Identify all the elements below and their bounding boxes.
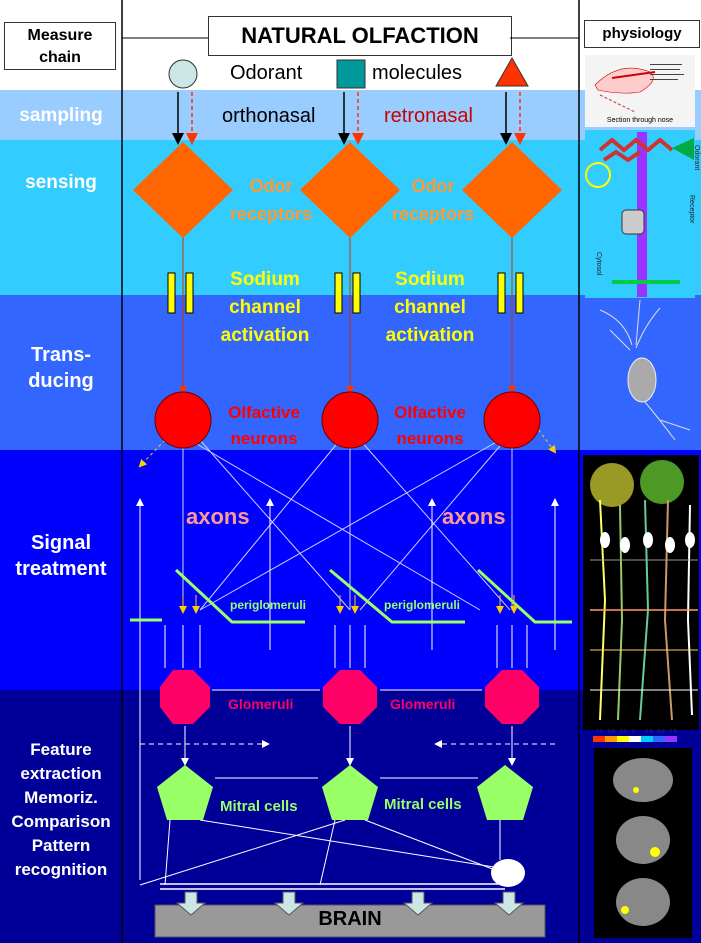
glomeruli-mitral-arrows [185, 726, 512, 764]
odorant-text: Odorant [693, 145, 700, 171]
odor-receptors-label: Odor receptors [229, 176, 313, 224]
sodium-channel-label: Sodium channel activation [220, 269, 310, 346]
svg-text:5.0: 5.0 [608, 729, 615, 735]
olfactive-neuron-circle [484, 392, 540, 448]
stage-signal-treatment-label: Signal treatment [15, 532, 107, 580]
odor-receptor-diamond [133, 142, 233, 238]
physiology-header: physiology [584, 20, 700, 48]
odorant-triangle-icon [496, 58, 528, 86]
axons-label: axons [186, 504, 250, 529]
glomeruli-label: Glomeruli [390, 696, 456, 712]
periglomeruli-label: periglomeruli [384, 598, 461, 612]
neuron-side-arrow [140, 440, 165, 466]
cytosol-text: Cytosol [595, 252, 602, 276]
svg-text:-5.0: -5.0 [656, 729, 665, 735]
odorant-label: Odorant [230, 62, 303, 84]
svg-text:2.5: 2.5 [620, 729, 627, 735]
molecules-label: molecules [372, 62, 463, 84]
periglomeruli-label: periglomeruli [230, 598, 307, 612]
memory-oval [491, 859, 525, 887]
olfactive-neurons-label: Olfactive neurons [228, 403, 300, 448]
retronasal-label: retronasal [384, 105, 473, 127]
axons-label: axons [442, 504, 506, 529]
olfactive-neuron-circle [155, 392, 211, 448]
glomeruli-label: Glomeruli [228, 696, 294, 712]
olfactive-neurons-label: Olfactive neurons [394, 403, 466, 448]
mitral-cell-pentagon [477, 765, 533, 820]
to-glomeruli-lines [165, 625, 527, 668]
brain-scan [613, 758, 673, 802]
nose-section-caption: Section through nose [606, 117, 674, 124]
glomeruli-octagon [160, 670, 210, 724]
orthonasal-label: orthonasal [222, 105, 316, 127]
odorant-circle-icon [169, 60, 197, 88]
page-title: NATURAL OLFACTION [208, 16, 512, 56]
stage-sampling-label: sampling [19, 105, 103, 126]
olfactive-neuron-circle [322, 392, 378, 448]
mitral-cell-pentagon [322, 765, 378, 820]
odor-receptors-label: Odor receptors [391, 176, 475, 224]
brain-label: BRAIN [318, 908, 382, 930]
brain-scan [616, 878, 670, 926]
glomeruli-octagon [323, 670, 377, 724]
stage-transducing-label: Trans- ducing [28, 344, 94, 392]
odorant-square-icon [337, 60, 365, 88]
receptor-text: Receptor [688, 195, 695, 224]
mitral-to-brain-lines [140, 820, 500, 885]
svg-text:0: 0 [632, 729, 635, 735]
svg-text:7.5: 7.5 [596, 729, 603, 735]
measure-chain-header: Measure chain [4, 22, 116, 70]
mitral-cell-pentagon [157, 765, 213, 820]
mitral-cells-label: Mitral cells [220, 798, 298, 815]
sodium-channel-label: Sodium channel activation [385, 269, 475, 346]
svg-text:-7.5: -7.5 [668, 729, 677, 735]
stage-feature-extraction-label: Feature extraction Memoriz. Comparison Pattern recognition [11, 740, 111, 879]
mitral-cells-label: Mitral cells [384, 796, 462, 813]
svg-text:-2.5: -2.5 [644, 729, 653, 735]
brain-scan [616, 816, 670, 864]
glomeruli-octagon [485, 670, 539, 724]
stage-sensing-label: sensing [25, 172, 97, 193]
